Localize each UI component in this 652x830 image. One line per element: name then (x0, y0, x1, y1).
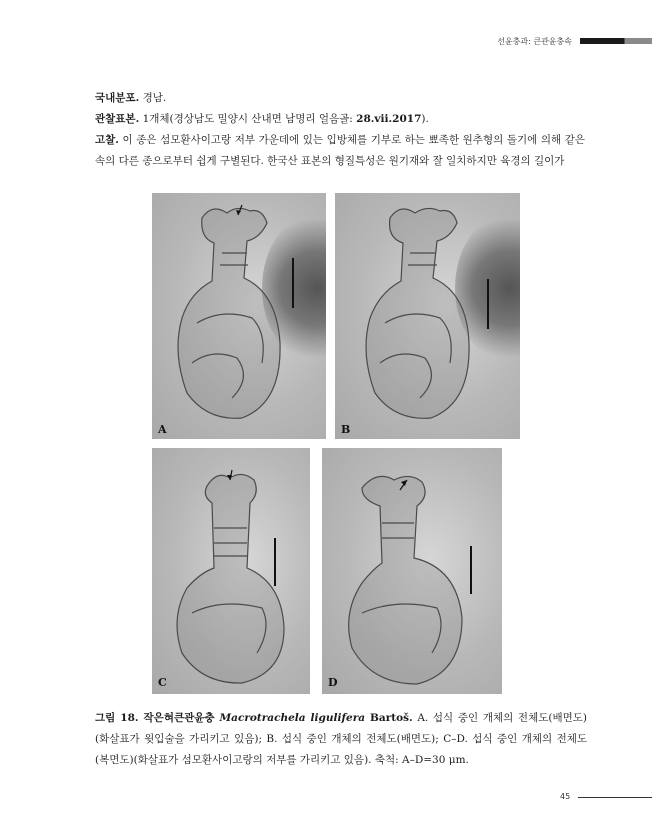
species-name: Macrotrachela ligulifera (219, 712, 366, 724)
panel-label-d: D (328, 676, 338, 689)
figure-panel-c (152, 448, 310, 694)
scale-bar-b (487, 279, 489, 329)
scale-bar-a (292, 258, 294, 308)
remarks-text: 이 종은 섬모환사이고랑 저부 가운데에 있는 입방체를 기부로 하는 뾰족한 원추형의 돌기에 의해 같은 속의 다른 종으로부터 쉽게 구별된다. 한국산 표본의 형질특성은 원기재와 잘 일치하지만 육경의 길이가 (95, 134, 585, 167)
caption-text: A. 섭식 중인 개체의 전체도(배면도) (화살표가 윗입술을 가리키고 있음); B. 섭식 중인 개체의 전체도(배면도); C–D. 섭식 중인 개체의 전체도(복면도)(화살표가 섬모환사이고랑의 저부를 가리키고 있음). 축척: A–D=30 μm. (95, 712, 587, 766)
distribution-paragraph (95, 88, 585, 109)
rotifer-image-c (152, 448, 310, 694)
figure-number: 그림 18. (95, 712, 139, 724)
scale-bar-d (470, 546, 472, 594)
header-bar (580, 38, 652, 44)
panel-label-a: A (158, 423, 167, 436)
rotifer-image-d (322, 448, 502, 694)
specimen-text-a: 1개체(경상남도 밀양시 산내면 남명리 얼음골: (139, 113, 357, 125)
remarks-label: 고찰. (95, 134, 119, 146)
footer-line (578, 797, 652, 798)
page-number: 45 (560, 792, 571, 801)
rotifer-image-b (335, 193, 520, 439)
figure-panel-a (152, 193, 326, 439)
rotifer-image-a (152, 193, 326, 439)
figure-caption (95, 708, 587, 771)
body-text (95, 88, 585, 172)
specimen-label: 관찰표본. (95, 113, 140, 125)
common-name: 작은혀큰관윤충 (138, 712, 220, 724)
running-title: 선윤충과: 큰관윤충속 (497, 37, 572, 46)
specimen-paragraph (95, 109, 585, 130)
specimen-date: 28.vii.2017 (356, 113, 422, 125)
distribution-text: 경남. (139, 92, 167, 104)
panel-label-b: B (341, 423, 351, 436)
scale-bar-c (274, 538, 276, 586)
panel-label-c: C (158, 676, 167, 689)
species-author: Bartoš. (365, 712, 413, 724)
remarks-paragraph (95, 130, 585, 172)
figure-panel-d (322, 448, 502, 694)
distribution-label: 국내분포. (95, 92, 140, 104)
figure-panel-b (335, 193, 520, 439)
specimen-text-b: ). (421, 113, 429, 125)
